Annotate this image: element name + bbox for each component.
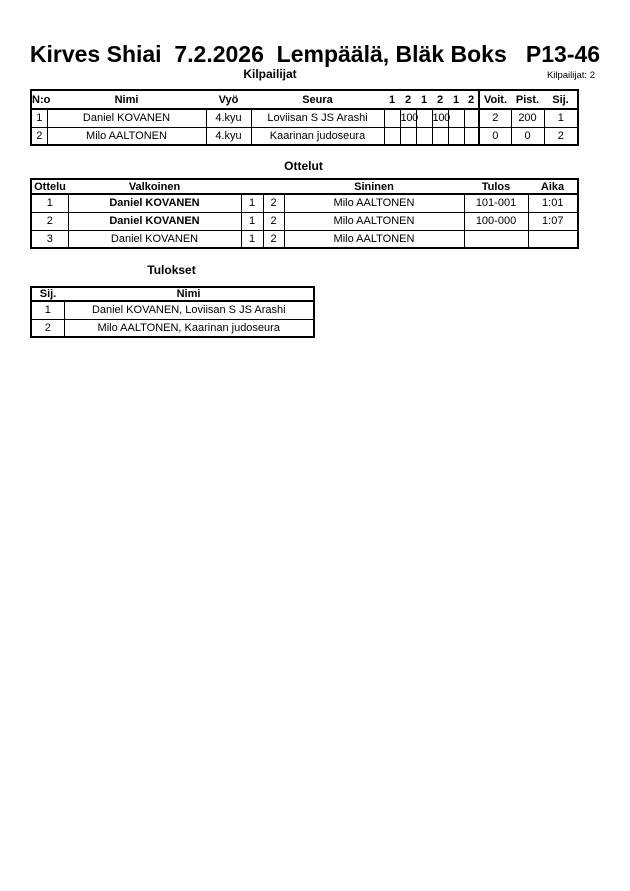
matches-header-row <box>31 179 578 194</box>
competitor-no: 1 <box>31 109 47 127</box>
competitor-belt: 4.kyu <box>206 127 251 145</box>
col-header-place: Sij. <box>31 287 64 301</box>
score-cell <box>416 109 432 127</box>
score-cell <box>464 109 479 127</box>
col-header-blue: Sininen <box>284 179 464 194</box>
competitor-place: 2 <box>544 127 578 145</box>
white-player: Daniel KOVANEN <box>68 230 241 248</box>
matches-section-label: Ottelut <box>284 159 323 173</box>
white-player: Daniel KOVANEN <box>68 212 241 230</box>
match-result: 100-000 <box>464 212 528 230</box>
blue-player: Milo AALTONEN <box>284 194 464 212</box>
col-header-round-1: 1 <box>384 90 400 109</box>
white-player-no: 1 <box>241 230 263 248</box>
col-header-time: Aika <box>528 179 578 194</box>
results-table <box>30 286 315 338</box>
match-result: 101-001 <box>464 194 528 212</box>
competitor-points: 0 <box>511 127 544 145</box>
result-name: Milo AALTONEN, Kaarinan judoseura <box>64 319 314 337</box>
competitor-name: Daniel KOVANEN <box>47 109 206 127</box>
score-cell <box>464 127 479 145</box>
score-cell <box>448 127 464 145</box>
col-header-place: Sij. <box>544 90 578 109</box>
col-header-wins: Voit. <box>479 90 511 109</box>
competitors-header-row <box>31 90 578 109</box>
competitor-no: 2 <box>31 127 47 145</box>
result-place: 2 <box>31 319 64 337</box>
score-cell <box>432 127 448 145</box>
score-cell: 100 <box>432 109 448 127</box>
competitors-table <box>30 89 579 146</box>
score-cell: 100 <box>400 109 416 127</box>
result-row <box>31 319 314 337</box>
results-header-row <box>31 287 314 301</box>
blue-player-no: 2 <box>263 212 284 230</box>
match-no: 3 <box>31 230 68 248</box>
page-title: Kirves Shiai 7.2.2026 Lempäälä, Bläk Boks P13-46 <box>29 41 601 67</box>
score-cell <box>416 127 432 145</box>
col-header-round-3: 1 <box>416 90 432 109</box>
col-header-belt: Vyö <box>206 90 251 109</box>
blue-player-no: 2 <box>263 194 284 212</box>
result-row <box>31 301 314 319</box>
white-player: Daniel KOVANEN <box>68 194 241 212</box>
col-header-round-6: 2 <box>464 90 479 109</box>
results-section-label: Tulokset <box>147 263 196 277</box>
col-header-white-no <box>241 179 263 194</box>
competitor-belt: 4.kyu <box>206 109 251 127</box>
match-row <box>31 230 578 248</box>
match-time <box>528 230 578 248</box>
col-header-white: Valkoinen <box>68 179 241 194</box>
blue-player-no: 2 <box>263 230 284 248</box>
col-header-club: Seura <box>251 90 384 109</box>
competitor-row <box>31 127 578 145</box>
matches-table <box>30 178 579 249</box>
competitors-section-label: Kilpailijat <box>243 67 297 81</box>
match-row <box>31 212 578 230</box>
col-header-round-4: 2 <box>432 90 448 109</box>
col-header-no: N:o <box>31 90 47 109</box>
score-cell <box>400 127 416 145</box>
match-time: 1:01 <box>528 194 578 212</box>
competitor-wins: 2 <box>479 109 511 127</box>
result-place: 1 <box>31 301 64 319</box>
score-cell <box>384 109 400 127</box>
col-header-result: Tulos <box>464 179 528 194</box>
match-no: 1 <box>31 194 68 212</box>
match-time: 1:07 <box>528 212 578 230</box>
competitor-row <box>31 109 578 127</box>
competitor-name: Milo AALTONEN <box>47 127 206 145</box>
white-player-no: 1 <box>241 194 263 212</box>
competitor-wins: 0 <box>479 127 511 145</box>
match-row <box>31 194 578 212</box>
competitor-club: Kaarinan judoseura <box>251 127 384 145</box>
match-no: 2 <box>31 212 68 230</box>
competitor-place: 1 <box>544 109 578 127</box>
result-name: Daniel KOVANEN, Loviisan S JS Arashi <box>64 301 314 319</box>
col-header-name: Nimi <box>47 90 206 109</box>
score-cell <box>384 127 400 145</box>
col-header-match: Ottelu <box>31 179 68 194</box>
col-header-round-2: 2 <box>400 90 416 109</box>
col-header-points: Pist. <box>511 90 544 109</box>
blue-player: Milo AALTONEN <box>284 230 464 248</box>
competitor-club: Loviisan S JS Arashi <box>251 109 384 127</box>
competitors-count-label: Kilpailijat: 2 <box>546 70 595 81</box>
col-header-round-5: 1 <box>448 90 464 109</box>
col-header-blue-no <box>263 179 284 194</box>
competitor-points: 200 <box>511 109 544 127</box>
match-result <box>464 230 528 248</box>
col-header-name: Nimi <box>64 287 314 301</box>
blue-player: Milo AALTONEN <box>284 212 464 230</box>
white-player-no: 1 <box>241 212 263 230</box>
score-cell <box>448 109 464 127</box>
